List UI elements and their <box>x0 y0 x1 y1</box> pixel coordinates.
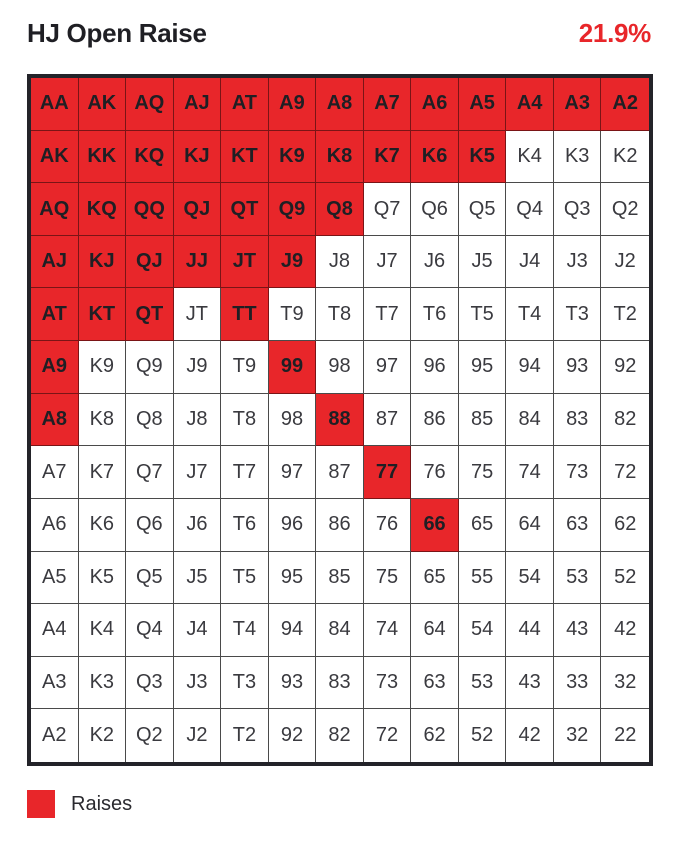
hand-cell: JT <box>174 288 222 341</box>
hand-cell: 76 <box>411 446 459 499</box>
hand-cell: Q8 <box>316 183 364 236</box>
hand-cell: A7 <box>364 78 412 131</box>
hand-cell: Q4 <box>506 183 554 236</box>
hand-cell: 94 <box>506 341 554 394</box>
hand-cell: TT <box>221 288 269 341</box>
hand-cell: QQ <box>126 183 174 236</box>
hand-cell: J9 <box>174 341 222 394</box>
hand-cell: T2 <box>221 709 269 762</box>
range-percentage: 21.9% <box>578 18 651 48</box>
hand-cell: A3 <box>31 657 79 710</box>
hand-cell: K6 <box>411 131 459 184</box>
hand-cell: 43 <box>506 657 554 710</box>
hand-cell: AT <box>221 78 269 131</box>
hand-cell: J6 <box>411 236 459 289</box>
hand-cell: 65 <box>411 552 459 605</box>
hand-cell: 62 <box>411 709 459 762</box>
hand-cell: 92 <box>269 709 317 762</box>
hand-cell: K5 <box>459 131 507 184</box>
hand-cell: JJ <box>174 236 222 289</box>
hand-cell: AA <box>31 78 79 131</box>
legend-label-raise: Raises <box>71 792 133 815</box>
hand-cell: K7 <box>79 446 127 499</box>
hand-cell: KJ <box>174 131 222 184</box>
hand-cell: J3 <box>554 236 602 289</box>
hand-cell: K8 <box>79 394 127 447</box>
hand-cell: Q3 <box>554 183 602 236</box>
page-title: HJ Open Raise <box>27 18 207 48</box>
hand-cell: K5 <box>79 552 127 605</box>
hand-cell: K9 <box>79 341 127 394</box>
hand-cell: K2 <box>601 131 649 184</box>
hand-cell: 85 <box>316 552 364 605</box>
hand-cell: QJ <box>174 183 222 236</box>
hand-cell: 99 <box>269 341 317 394</box>
hand-cell: A7 <box>31 446 79 499</box>
hand-cell: J6 <box>174 499 222 552</box>
hand-cell: A9 <box>31 341 79 394</box>
hand-cell: A5 <box>459 78 507 131</box>
hand-cell: 22 <box>601 709 649 762</box>
hand-cell: 77 <box>364 446 412 499</box>
hand-cell: 93 <box>269 657 317 710</box>
hand-cell: J3 <box>174 657 222 710</box>
hand-cell: KT <box>221 131 269 184</box>
hand-cell: Q2 <box>601 183 649 236</box>
hand-cell: A9 <box>269 78 317 131</box>
hand-cell: 33 <box>554 657 602 710</box>
hand-cell: A3 <box>554 78 602 131</box>
hand-cell: 84 <box>316 604 364 657</box>
hand-cell: AT <box>31 288 79 341</box>
hand-cell: KT <box>79 288 127 341</box>
hand-cell: K3 <box>554 131 602 184</box>
hand-cell: 44 <box>506 604 554 657</box>
hand-cell: 43 <box>554 604 602 657</box>
hand-cell: J5 <box>459 236 507 289</box>
hand-cell: 55 <box>459 552 507 605</box>
hand-cell: J2 <box>174 709 222 762</box>
hand-cell: T9 <box>221 341 269 394</box>
hand-cell: 82 <box>601 394 649 447</box>
hand-cell: 65 <box>459 499 507 552</box>
hand-cell: 86 <box>316 499 364 552</box>
hand-cell: K2 <box>79 709 127 762</box>
hand-cell: Q2 <box>126 709 174 762</box>
hand-cell: J5 <box>174 552 222 605</box>
hand-cell: 92 <box>601 341 649 394</box>
hand-cell: 73 <box>364 657 412 710</box>
hand-cell: 52 <box>601 552 649 605</box>
hand-cell: 75 <box>459 446 507 499</box>
hand-cell: KQ <box>79 183 127 236</box>
hand-cell: 96 <box>411 341 459 394</box>
hand-cell: Q7 <box>126 446 174 499</box>
hand-cell: 54 <box>459 604 507 657</box>
hand-cell: Q9 <box>269 183 317 236</box>
hand-cell: Q7 <box>364 183 412 236</box>
hand-cell: T3 <box>554 288 602 341</box>
hand-cell: T5 <box>459 288 507 341</box>
hand-cell: T6 <box>221 499 269 552</box>
hand-cell: T8 <box>316 288 364 341</box>
hand-cell: 82 <box>316 709 364 762</box>
hand-cell: 87 <box>316 446 364 499</box>
hand-cell: J7 <box>364 236 412 289</box>
hand-cell: T7 <box>364 288 412 341</box>
hand-cell: 72 <box>364 709 412 762</box>
hand-cell: K3 <box>79 657 127 710</box>
hand-cell: T4 <box>506 288 554 341</box>
hand-cell: AK <box>31 131 79 184</box>
hand-cell: Q5 <box>126 552 174 605</box>
hand-cell: 88 <box>316 394 364 447</box>
hand-cell: AQ <box>126 78 174 131</box>
hand-cell: 95 <box>459 341 507 394</box>
hand-cell: JT <box>221 236 269 289</box>
hand-cell: T9 <box>269 288 317 341</box>
hand-cell: 64 <box>506 499 554 552</box>
hand-cell: 75 <box>364 552 412 605</box>
hand-cell: 62 <box>601 499 649 552</box>
hand-cell: 94 <box>269 604 317 657</box>
hand-cell: A4 <box>31 604 79 657</box>
hand-cell: A5 <box>31 552 79 605</box>
hand-cell: 66 <box>411 499 459 552</box>
hand-cell: A4 <box>506 78 554 131</box>
hand-cell: 84 <box>506 394 554 447</box>
hand-cell: 52 <box>459 709 507 762</box>
hand-cell: A2 <box>31 709 79 762</box>
hand-cell: 73 <box>554 446 602 499</box>
hand-cell: J4 <box>174 604 222 657</box>
hand-cell: 98 <box>269 394 317 447</box>
hand-cell: 83 <box>554 394 602 447</box>
hand-cell: T2 <box>601 288 649 341</box>
hand-cell: 95 <box>269 552 317 605</box>
hand-cell: T8 <box>221 394 269 447</box>
hand-cell: AK <box>79 78 127 131</box>
hand-cell: Q6 <box>411 183 459 236</box>
hand-cell: K4 <box>506 131 554 184</box>
hand-cell: 63 <box>554 499 602 552</box>
hand-cell: Q4 <box>126 604 174 657</box>
hand-cell: Q8 <box>126 394 174 447</box>
hand-cell: AJ <box>174 78 222 131</box>
hand-cell: T6 <box>411 288 459 341</box>
hand-range-grid <box>27 74 653 766</box>
hand-cell: T3 <box>221 657 269 710</box>
hand-cell: T7 <box>221 446 269 499</box>
hand-cell: KK <box>79 131 127 184</box>
hand-cell: K7 <box>364 131 412 184</box>
hand-cell: A8 <box>316 78 364 131</box>
hand-cell: Q5 <box>459 183 507 236</box>
hand-cell: A6 <box>31 499 79 552</box>
hand-cell: A8 <box>31 394 79 447</box>
hand-cell: 53 <box>459 657 507 710</box>
hand-cell: 96 <box>269 499 317 552</box>
hand-cell: 32 <box>554 709 602 762</box>
hand-cell: KJ <box>79 236 127 289</box>
hand-cell: AQ <box>31 183 79 236</box>
hand-cell: 63 <box>411 657 459 710</box>
hand-cell: 97 <box>364 341 412 394</box>
hand-cell: QT <box>126 288 174 341</box>
hand-cell: J2 <box>601 236 649 289</box>
hand-cell: KQ <box>126 131 174 184</box>
hand-cell: J9 <box>269 236 317 289</box>
hand-cell: 85 <box>459 394 507 447</box>
hand-cell: 74 <box>364 604 412 657</box>
hand-cell: 72 <box>601 446 649 499</box>
hand-cell: 42 <box>506 709 554 762</box>
hand-cell: Q3 <box>126 657 174 710</box>
hand-cell: 86 <box>411 394 459 447</box>
hand-cell: Q6 <box>126 499 174 552</box>
hand-cell: K4 <box>79 604 127 657</box>
legend <box>27 790 132 818</box>
hand-cell: T4 <box>221 604 269 657</box>
hand-cell: QJ <box>126 236 174 289</box>
hand-cell: 74 <box>506 446 554 499</box>
hand-cell: 97 <box>269 446 317 499</box>
hand-cell: Q9 <box>126 341 174 394</box>
hand-cell: K9 <box>269 131 317 184</box>
hand-cell: 42 <box>601 604 649 657</box>
hand-cell: 87 <box>364 394 412 447</box>
hand-cell: 54 <box>506 552 554 605</box>
hand-cell: A6 <box>411 78 459 131</box>
hand-cell: 76 <box>364 499 412 552</box>
legend-swatch-raise <box>27 790 55 818</box>
hand-cell: 98 <box>316 341 364 394</box>
hand-cell: J8 <box>174 394 222 447</box>
hand-cell: 93 <box>554 341 602 394</box>
hand-cell: T5 <box>221 552 269 605</box>
hand-cell: K6 <box>79 499 127 552</box>
hand-cell: A2 <box>601 78 649 131</box>
hand-cell: 64 <box>411 604 459 657</box>
hand-cell: 32 <box>601 657 649 710</box>
hand-cell: J7 <box>174 446 222 499</box>
hand-cell: 83 <box>316 657 364 710</box>
hand-cell: K8 <box>316 131 364 184</box>
hand-cell: J4 <box>506 236 554 289</box>
hand-cell: J8 <box>316 236 364 289</box>
hand-cell: AJ <box>31 236 79 289</box>
hand-cell: 53 <box>554 552 602 605</box>
hand-cell: QT <box>221 183 269 236</box>
